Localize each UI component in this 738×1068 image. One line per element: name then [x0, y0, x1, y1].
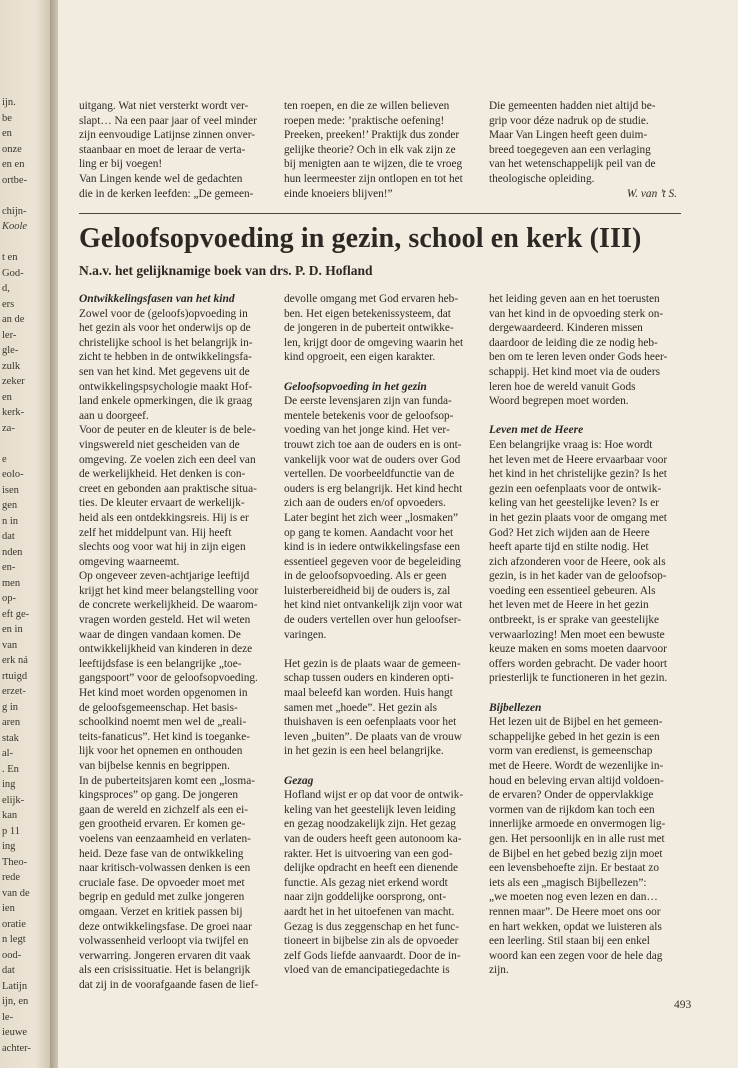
prev-page-fragment: ijn, en — [2, 996, 29, 1007]
text-line: vingswereld niet gescheiden van de — [79, 438, 240, 451]
text-line: het leven met de Heere in het gezin — [489, 599, 649, 612]
text-line: heeft aparte tijd en stilte nodig. Het — [489, 541, 649, 554]
prev-page-fragment: oratie — [2, 918, 26, 930]
previous-page-edge — [0, 0, 50, 1068]
prev-page-fragment: ien — [2, 903, 15, 914]
text-line: Preeken, preeken!’ Praktijk dus zonder — [284, 129, 460, 142]
text-line: grip voor déze nadruk op de studie. — [489, 114, 649, 127]
text-line: de werkelijkheid. Het denken is con- — [79, 468, 246, 481]
article-column-3 — [489, 292, 685, 978]
text-line: ontwikkelijkheid van kinderen in deze — [79, 643, 253, 656]
text-line: leeftijdsfase is een belangrijke „toe- — [79, 657, 242, 670]
text-line: voeding van het jonge kind. Het ver- — [284, 424, 450, 437]
text-line: maal beleefd kan worden. Huis hangt — [284, 687, 453, 700]
prev-page-fragment: Latijn — [2, 980, 28, 992]
paragraph-gap — [284, 759, 480, 774]
text-line: deze ontwikkelingsfase. De groei naar — [79, 920, 252, 933]
text-line: innerlijke armoede en onvermogen lig- — [489, 818, 666, 831]
prev-page-fragment: al- — [2, 748, 14, 759]
section-heading: Geloofsopvoeding in het gezin — [284, 380, 427, 393]
text-line: van het wetenschappelijk peil van de — [489, 158, 656, 171]
prev-page-fragment: chijn- — [2, 205, 27, 217]
text-line: „we moeten nog even lezen en dan… — [489, 891, 658, 904]
text-line: naar kritisch-volwassen denken is een — [79, 862, 251, 875]
prev-page-fragment: Koole — [2, 221, 28, 232]
text-line: het leiding geven aan en het toerusten — [489, 293, 660, 305]
text-line: met de Heere. Wordt de wezenlijke in- — [489, 760, 664, 772]
text-line: devolle omgang met God ervaren heb- — [284, 293, 459, 305]
prev-page-fragment: erk ná — [2, 655, 28, 666]
prev-page-fragment: ers — [2, 298, 15, 310]
text-line: rennen maar”. De Heere moet ons oor — [489, 905, 661, 918]
text-line: voelens van eenzaamheid en verlaten- — [79, 832, 251, 845]
text-line: luisterbereidheid bij de ouders is, zal — [284, 584, 451, 597]
text-line: omgeving waarneemt. — [79, 555, 180, 568]
text-line: gezin een oefenplaats voor de ontwik- — [489, 482, 662, 495]
text-line: een levensbehoefte zijn. Er bestaat zo — [489, 862, 659, 875]
text-line: een leerling. Stil staan bij een enkel — [489, 935, 650, 948]
text-line: Gezag is dus zeggenschap en het func- — [284, 920, 460, 933]
prev-page-fragment: g in — [2, 701, 19, 713]
prev-page-fragment: n legt — [2, 934, 26, 945]
text-line: ontbreekt, is er sprake van geestelijke — [489, 614, 660, 627]
prev-page-fragment: van — [2, 639, 18, 651]
prev-page-fragment: eolo- — [2, 469, 24, 480]
text-line: volwassenheid verloopt via twijfel en — [79, 935, 249, 948]
prev-page-fragment: en- — [2, 562, 16, 573]
text-line: Het kind moet worden opgenomen in — [79, 687, 248, 700]
prev-page-fragment: d, — [2, 283, 10, 294]
text-line: schappij. Het kind moet via de ouders — [489, 365, 660, 378]
text-line: in het gezin is een heel belangrijke. — [284, 745, 444, 758]
text-line: keling van het geestelijk leven leiding — [284, 803, 456, 816]
page — [58, 0, 738, 1068]
prev-page-fragment: ing — [2, 841, 16, 852]
prev-page-fragment: ijn. — [2, 97, 16, 108]
text-line: Maar Van Lingen heeft geen duim- — [489, 129, 648, 142]
text-line: keling van het geestelijke leven? Is er — [489, 497, 660, 510]
section-heading: Bijbellezen — [489, 701, 542, 714]
text-line: Een belangrijke vraag is: Hoe wordt — [489, 438, 653, 451]
prev-page-fragment: onze — [2, 143, 22, 155]
top-column-3 — [489, 99, 685, 201]
text-line: teits-fanaticus”. Het kind is toeganke- — [79, 730, 250, 743]
text-line: priesterlijk te functioneren in het gezin. — [489, 672, 668, 685]
prev-page-fragment: zulk — [2, 360, 21, 372]
text-line: In de puberteitsjaren komt een „losma- — [79, 774, 255, 787]
text-line: vorm van eredienst, is gemeenschap — [489, 745, 653, 758]
article-subtitle: N.a.v. het gelijknamige boek van drs. P. D. Hofland — [79, 263, 373, 278]
text-line: keuze maken en soms moeten daarvoor — [489, 643, 667, 656]
text-line: varingen. — [284, 628, 327, 641]
prev-page-fragment: achter- — [2, 1042, 31, 1054]
text-line: de ervaren? Onder de oppervlakkige — [489, 789, 654, 802]
text-line: zelf Gods liefde aanvaardt. Door de in- — [284, 949, 461, 962]
text-line: roepen mede: ’praktische oefening! — [284, 114, 445, 127]
text-line: slapt… Na een paar jaar of veel minder — [79, 114, 257, 127]
text-line: daardoor de leiding die ze nodig heb- — [489, 336, 658, 349]
text-line: essentieel gegeven voor de begeleiding — [284, 555, 461, 568]
text-line: kind opgroeit, een eigen karakter. — [284, 351, 436, 364]
text-line: schappelijke gebed in het gezin is een — [489, 730, 660, 743]
section-divider — [79, 213, 681, 214]
article-column-2 — [284, 292, 480, 978]
prev-page-fragment: kerk- — [2, 407, 25, 418]
prev-page-fragment: isen — [2, 484, 19, 496]
text-line: omgeving. Ze voelen zich een deel van — [79, 453, 256, 466]
text-line: vertellen. De voorbeeldfunctie van de — [284, 468, 455, 481]
text-line: ties. De kleuter ervaart de werkelijk- — [79, 497, 245, 510]
paragraph-gap — [284, 642, 480, 657]
text-line: cruciale fase. De opvoeder moet met — [79, 876, 245, 889]
prev-page-fragment: n in — [2, 515, 19, 527]
author-signature: W. van ’t S. — [626, 187, 677, 200]
text-line: slechts oog voor wat hij in zijn eigen — [79, 541, 246, 554]
text-line: christelijke school is het belangrijk in- — [79, 336, 253, 349]
prev-page-fragment: nden — [2, 546, 23, 558]
prev-page-fragment: ieuwe — [2, 1027, 28, 1038]
text-line: Zowel voor de (geloofs)opvoeding in — [79, 307, 248, 320]
text-line: gen grootheid ervaren. Er komen ge- — [79, 818, 246, 831]
text-line: Die gemeenten hadden niet altijd be- — [489, 100, 656, 112]
text-line: naar zijn goddelijke oorsprong, ont- — [284, 891, 447, 904]
text-line: het kind niet ontvankelijk zijn voor wat — [284, 599, 463, 612]
text-line: vloed van de emancipatiegedachte is — [284, 964, 450, 977]
text-line: hun leermeester zijn ontlopen en tot het — [284, 172, 463, 185]
text-line: Later begint het zich weer „losmaken” — [284, 511, 459, 524]
top-column-1 — [79, 99, 275, 201]
text-line: bij menigten aan te wijzen, die te vroeg — [284, 158, 463, 171]
text-line: als een crisissituatie. Het is belangrijk — [79, 964, 251, 977]
text-line: rakter. Het is uitvoering van een god- — [284, 847, 453, 860]
paragraph-gap — [284, 365, 480, 380]
text-line: theologische opleiding. — [489, 172, 595, 185]
prev-page-fragment: dat — [2, 531, 15, 542]
prev-page-fragment: ortbe- — [2, 174, 28, 186]
text-line: ling er bij voegen! — [79, 158, 163, 171]
text-line: ontwikkelingspsychologie maakt Hof- — [79, 380, 253, 393]
text-line: de jongeren in de puberteit ontwikke- — [284, 322, 454, 335]
text-line: zelf het middelpunt van. Hij heeft — [79, 526, 232, 539]
text-line: vragen worden gesteld. Het wil weten — [79, 614, 251, 627]
text-line: mentele betekenis voor de geloofsop- — [284, 409, 454, 422]
text-line: zich aan de ouders en/of opvoeders. — [284, 497, 446, 510]
section-heading: Leven met de Heere — [489, 424, 584, 437]
text-line: zijn eenvoudige Latijnse zinnen onver- — [79, 129, 256, 142]
text-line: Het lezen uit de Bijbel en het gemeen- — [489, 716, 663, 729]
text-line: dat zij in de voorafgaande fasen de lief- — [79, 978, 259, 991]
text-line: ouders is erg belangrijk. Het kind hecht — [284, 482, 463, 495]
section-heading: Ontwikkelingsfasen van het kind — [79, 293, 235, 305]
text-line: kingsproces” op gang. De jongeren — [79, 789, 239, 802]
prev-page-fragment: p 11 — [2, 825, 20, 837]
text-line: leven „buiten”. De plaats van de vrouw — [284, 730, 462, 743]
prev-page-fragment: an de — [2, 314, 25, 325]
text-line: kind is in iedere ontwikkelingsfase een — [284, 541, 460, 554]
text-line: zijn. — [489, 964, 509, 977]
text-line: begrip en geduld met zulke jongeren — [79, 891, 245, 904]
prev-page-fragment: . En — [2, 763, 19, 775]
text-line: in de geloofsopvoeding. Als er geen — [284, 570, 447, 583]
text-line: De eerste levensjaren zijn van funda- — [284, 395, 452, 408]
prev-page-fragment: kan — [2, 810, 18, 821]
text-line: staanbaar en moet de leraar de verta- — [79, 143, 246, 156]
paragraph-gap — [489, 686, 685, 701]
text-line: Van Lingen kende wel de gedachten — [79, 172, 243, 185]
text-line: dergewaardeerd. Kinderen missen — [489, 322, 643, 335]
text-line: Voor de peuter en de kleuter is de bele- — [79, 424, 256, 437]
text-line: de concrete werkelijkheid. De waarom- — [79, 599, 258, 612]
text-line: woord kan een zegen voor de hele dag — [489, 949, 663, 962]
text-line: ten roepen, en die ze willen believen — [284, 100, 450, 112]
text-line: de geloofsgemeenschap. Het basis- — [79, 701, 238, 714]
text-line: aan u doorgeef. — [79, 409, 149, 422]
text-line: en hart wekken, opdat we luisteren als — [489, 920, 662, 933]
text-line: de ouders vertellen over hun geloofser- — [284, 614, 462, 627]
text-line: en gezag noodzakelijk zijn. Het gezag — [284, 818, 456, 831]
text-line: de Bijbel en het gebed bezig zijn moet — [489, 847, 663, 860]
prev-page-fragment: en — [2, 391, 12, 403]
prev-page-fragment: en — [2, 128, 12, 139]
prev-page-fragment: zeker — [2, 376, 25, 387]
text-line: schoolkind noemt men wel de „reali- — [79, 716, 247, 729]
prev-page-fragment: ing — [2, 779, 16, 790]
page-number: 493 — [674, 999, 692, 1011]
prev-page-fragment: en en — [2, 159, 25, 170]
text-line: houd en beleving ervan altijd voldoen- — [489, 774, 664, 787]
text-line: land enkele opmerkingen, die ik graag — [79, 395, 253, 408]
text-line: in het gezin plaats voor de omgang met — [489, 511, 667, 524]
text-line: samen met „hoede”. Het gezin als — [284, 701, 438, 714]
text-line: heid. Deze fase van de ontwikkeling — [79, 847, 244, 860]
text-line: vormen van de rijkdom kan toch een — [489, 803, 655, 816]
text-line: gaan de wereld en zichzelf als een ei- — [79, 803, 249, 816]
text-line: thuishaven is een oefenplaats voor het — [284, 716, 457, 729]
prev-page-fragment: rtuigd — [2, 670, 28, 682]
text-line: van bijbelse kennis en begrippen. — [79, 760, 230, 772]
text-line: voeding een essentieel gebeuren. Als — [489, 584, 656, 597]
paragraph-gap — [489, 409, 685, 424]
prev-page-fragment: le- — [2, 1011, 14, 1023]
text-line: krijgt het kind meer belangstelling voor — [79, 584, 259, 597]
section-heading: Gezag — [284, 774, 314, 787]
text-line: van de ouders heeft geen autonoom ka- — [284, 832, 462, 845]
text-line: zich afzonderen voor de Heere, ook als — [489, 555, 666, 568]
top-column-2 — [284, 99, 480, 201]
text-line: die in de kerken leefden: „De gemeen- — [79, 187, 254, 200]
text-line: God? Het zich wijden aan de Heere — [489, 526, 650, 539]
article-title: Geloofsopvoeding in gezin, school en kerk (III) — [79, 223, 642, 254]
text-line: het leven met de Heere ervaarbaar voor — [489, 453, 668, 466]
text-line: breed toegegeven aan een verlaging — [489, 143, 651, 156]
prev-page-fragment: be — [2, 112, 12, 124]
text-line: delijke opdracht en heeft een dienende — [284, 862, 459, 875]
prev-page-fragment: Theo- — [2, 856, 28, 868]
prev-page-fragment: men — [2, 577, 21, 589]
prev-page-fragment: God- — [2, 267, 24, 279]
prev-page-fragment: za- — [2, 422, 15, 434]
prev-page-fragment: elijk- — [2, 794, 25, 806]
text-line: einde knoeiers blijven!” — [284, 187, 393, 200]
text-line: functie. Als gezag niet erkend wordt — [284, 876, 448, 889]
prev-page-fragment: rede — [2, 872, 21, 883]
text-line: verwarring. Jongeren ervaren dit vaak — [79, 949, 251, 962]
text-line: Hofland wijst er op dat voor de ontwik- — [284, 789, 464, 802]
text-line: Op ongeveer zeven-achtjarige leeftijd — [79, 570, 250, 583]
text-line: het gezin als voor het onderwijs op de — [79, 322, 251, 335]
prev-page-fragment: van de — [2, 887, 30, 899]
text-line: van het kind in de opvoeding sterk on- — [489, 307, 664, 320]
text-line: ben om te leren leven onder Gods heer- — [489, 351, 668, 364]
prev-page-fragment: gle- — [2, 345, 19, 356]
prev-page-fragment: aren — [2, 717, 21, 728]
text-line: ben. Het eigen betekenissysteem, dat — [284, 307, 451, 320]
prev-page-fragment: t en — [2, 252, 18, 263]
text-line: trouwt zich toe aan de ouders en is ont- — [284, 438, 462, 451]
text-line: het kind in het christelijke gezin? Is het — [489, 468, 667, 481]
text-line: vankelijk voor wat de ouders over God — [284, 453, 461, 466]
prev-page-fragment: op- — [2, 593, 16, 604]
prev-page-fragment: eft ge- — [2, 608, 30, 620]
text-line: tioneert in bijbelse zin als de opvoeder — [284, 935, 459, 948]
text-line: aardt het in het uitoefenen van macht. — [284, 905, 455, 918]
prev-page-fragment: ood- — [2, 949, 22, 961]
text-line: len, krijgt door de omgeving waarin het — [284, 336, 464, 349]
text-line: leren hoe de wereld vanuit Gods — [489, 380, 636, 393]
prev-page-fragment: en in — [2, 624, 23, 635]
text-line: uitgang. Wat niet versterkt wordt ver- — [79, 100, 249, 112]
text-line: op gang te komen. Aandacht voor het — [284, 526, 454, 539]
text-line: gen. Het persoonlijk en in alle rust met — [489, 832, 665, 845]
text-line: creet en gebonden aan praktische situa- — [79, 482, 257, 495]
text-line: gezin, is in het kader van de geloofsop- — [489, 570, 667, 583]
prev-page-fragment: e — [2, 453, 7, 465]
text-line: sen van het kind. Met gegevens uit de — [79, 365, 250, 378]
text-line: iets als een „magisch Bijbellezen”: — [489, 876, 647, 889]
prev-page-fragment: erzet- — [2, 686, 26, 697]
text-line: waar de dingen vandaan komen. De — [79, 628, 241, 641]
text-line: offers worden gebracht. De vader hoort — [489, 657, 667, 670]
text-line: gangspoort” voor de geloofsopvoeding. — [79, 672, 258, 685]
text-line: gelijke theorie? Och in elk vak zijn ze — [284, 143, 456, 156]
prev-page-fragment: ler- — [2, 329, 17, 341]
prev-page-fragment: gen — [2, 500, 18, 511]
text-line: heid als een ontdekkingsreis. Hij is er — [79, 511, 249, 524]
text-line: zicht te hebben in de ontwikkelingsfa- — [79, 351, 252, 364]
text-line: verwaarlozing! Men moet een bewuste — [489, 628, 665, 641]
prev-page-fragment: dat — [2, 965, 15, 976]
text-line: schap tussen ouders en kinderen opti- — [284, 672, 454, 685]
text-line: Het gezin is de plaats waar de gemeen- — [284, 657, 461, 670]
prev-page-fragment: stak — [2, 732, 19, 744]
text-line: Woord begrepen moet worden. — [489, 395, 629, 408]
text-line: omgaan. Verzet en kritiek passen bij — [79, 905, 243, 918]
text-line: lijk voor het opnemen en onthouden — [79, 745, 243, 758]
article-column-1 — [79, 292, 275, 993]
